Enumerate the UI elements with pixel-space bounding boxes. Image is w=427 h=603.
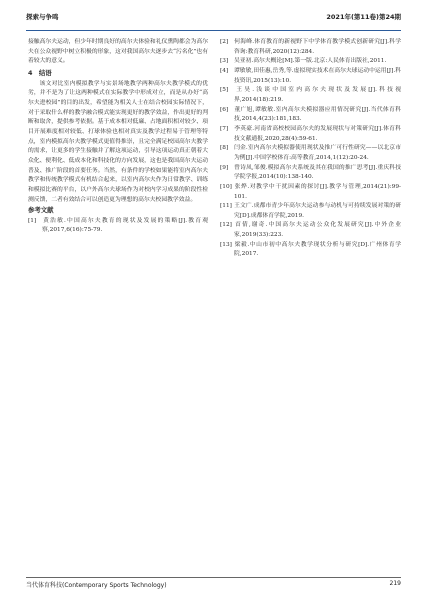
- reference-text: 曾诗凤,邹俊.模拟高尔夫系统及其在我国的推广思考[J].重庆科技学院学报,2014(10):138-140.: [234, 164, 401, 181]
- reference-text: 张烨.对教学中干扰因素的探讨[J].教学与管理,2014(21):99-101.: [234, 183, 401, 200]
- reference-text: 李英豪.河南省高校校园高尔夫的发展现状与对策研究[J].体育科技文献通报,2020,28(4):59-61.: [234, 125, 401, 142]
- reference-list-right: [220, 38, 401, 260]
- right-column: [220, 38, 401, 260]
- reference-item: [220, 38, 401, 57]
- reference-item: [220, 67, 401, 86]
- reference-item: [220, 144, 401, 163]
- reference-number: [5]: [220, 87, 229, 94]
- reference-item: [220, 183, 401, 202]
- reference-item: [220, 164, 401, 183]
- section-label: 探索与争鸣: [26, 13, 59, 21]
- reference-text: 谭敏敏,田佳惠,岳秀,等.虚拟现实技术在高尔夫球运动中运用[J].科技资讯,2015(13):10.: [234, 67, 401, 84]
- reference-text: 首倩,谢奇.中国高尔夫运动公众化发展研究[J].中外企业家,2019(33):223.: [234, 222, 401, 239]
- reference-number: [4]: [220, 67, 229, 74]
- reference-item: [220, 57, 401, 67]
- reference-item: [220, 125, 401, 144]
- reference-number: [6]: [220, 106, 229, 113]
- left-column: [28, 38, 208, 236]
- references-heading: 参考文献: [28, 206, 54, 215]
- reference-item: [220, 106, 401, 125]
- reference-text: 王昊.浅谈中国室内高尔夫现状及发展[J].科技视界,2014(18):219.: [234, 87, 401, 103]
- issue-label: 2021年(第11卷)第24期: [326, 13, 401, 21]
- paragraph-continuation: 接触高尔夫运动，但少年时期良好的高尔夫体验和礼仪熏陶都会为高尔夫在公众视野中树立积极的形象，这对我国高尔夫逐步去“污名化”也有着较大的意义。: [28, 39, 208, 65]
- reference-text: 董广旭,谭敏敏.室内高尔夫模拟器应用情况研究[J].当代体育科技,2014,4(23):181,183.: [234, 106, 401, 123]
- reference-item: [220, 86, 401, 105]
- reference-number: [3]: [220, 58, 229, 65]
- reference-number: [10]: [220, 183, 232, 190]
- reference-text: 梁毅.中山市初中高尔夫教学现状分析与研究[D].广州体育学院,2017.: [234, 241, 401, 258]
- reference-text: 闫金.室内高尔夫模拟器使用现状及推广可行性研究——以北京市为例[J].中国学校体育:高等教育,2014,1(12):20-24.: [234, 145, 401, 161]
- journal-name: 当代体育科技(Contemporary Sports Technology): [26, 582, 167, 589]
- reference-number: [1]: [28, 217, 37, 224]
- reference-number: [9]: [220, 164, 229, 171]
- reference-number: [11]: [220, 203, 232, 210]
- reference-text: 何海峰.体育教育的新视野下中学体育教学模式创新研究[J].科学咨询:教育科研,2020(12):284.: [234, 39, 401, 55]
- footer-rule: [26, 577, 401, 578]
- reference-list-left: [28, 217, 208, 236]
- reference-number: [13]: [220, 241, 232, 248]
- reference-text: 吴亚初.高尔夫概论[M].第一版.北京:人民体育出版社,2011.: [234, 58, 387, 65]
- section-title: 4 结语: [28, 68, 52, 77]
- reference-text: 王文广.成都市青少年高尔夫运动参与动机与可持续发展对策的研究[D].成都体育学院,2019.: [234, 203, 401, 219]
- reference-item: [220, 221, 401, 240]
- reference-item: [220, 241, 401, 260]
- reference-number: [8]: [220, 145, 229, 152]
- header-rule: [26, 30, 401, 31]
- reference-item: [220, 202, 401, 221]
- reference-item: [28, 217, 208, 236]
- page-number: 219: [389, 580, 401, 587]
- conclusion-paragraph: 该文对比室内模拟教学与实景场地教学两种高尔夫教学模式的优劣，并不是为了让这两种模式在实际教学中形成对立，而是从办好“高尔夫进校园”的目的出发，希望能为相关人士在结合校园实际情况下，对于采取什么样的教学融合模式能实现更好的教学效益，作出更好的判断和取舍，提供参考依据。基于成本相对低廉、占地面积相对较少、项目开展难度相对较低、打球体验也相对真实及教学过程易于管理等特点，室内模拟高尔夫教学模式更值得推崇，且完全满足校园高尔夫教学的需求，让更多的学生接触并了解这项运动，引导这项运动真正朝着大众化、便利化、低成本化和科技化的方向发展，这也是我国高尔夫运动普及、推广阶段的首要任务。当然，有条件的学校如果能将室内高尔夫教学和传统教学模式有机结合起来，以室内高尔夫作为日常教学、训练和模拟比赛的平台，以户外高尔夫球场作为对校内学习成果的阶段性检测反馈，二者有效结合可以创造更为理想的高尔夫校园教学效益。: [28, 80, 208, 203]
- reference-number: [12]: [220, 222, 232, 229]
- reference-number: [7]: [220, 125, 229, 132]
- running-header: [26, 12, 401, 24]
- reference-text: 黄浩敏.中国高尔夫教育的现状及发展的策略[J].教育观察,2017,6(16):75-79.: [42, 217, 208, 234]
- reference-number: [2]: [220, 39, 229, 45]
